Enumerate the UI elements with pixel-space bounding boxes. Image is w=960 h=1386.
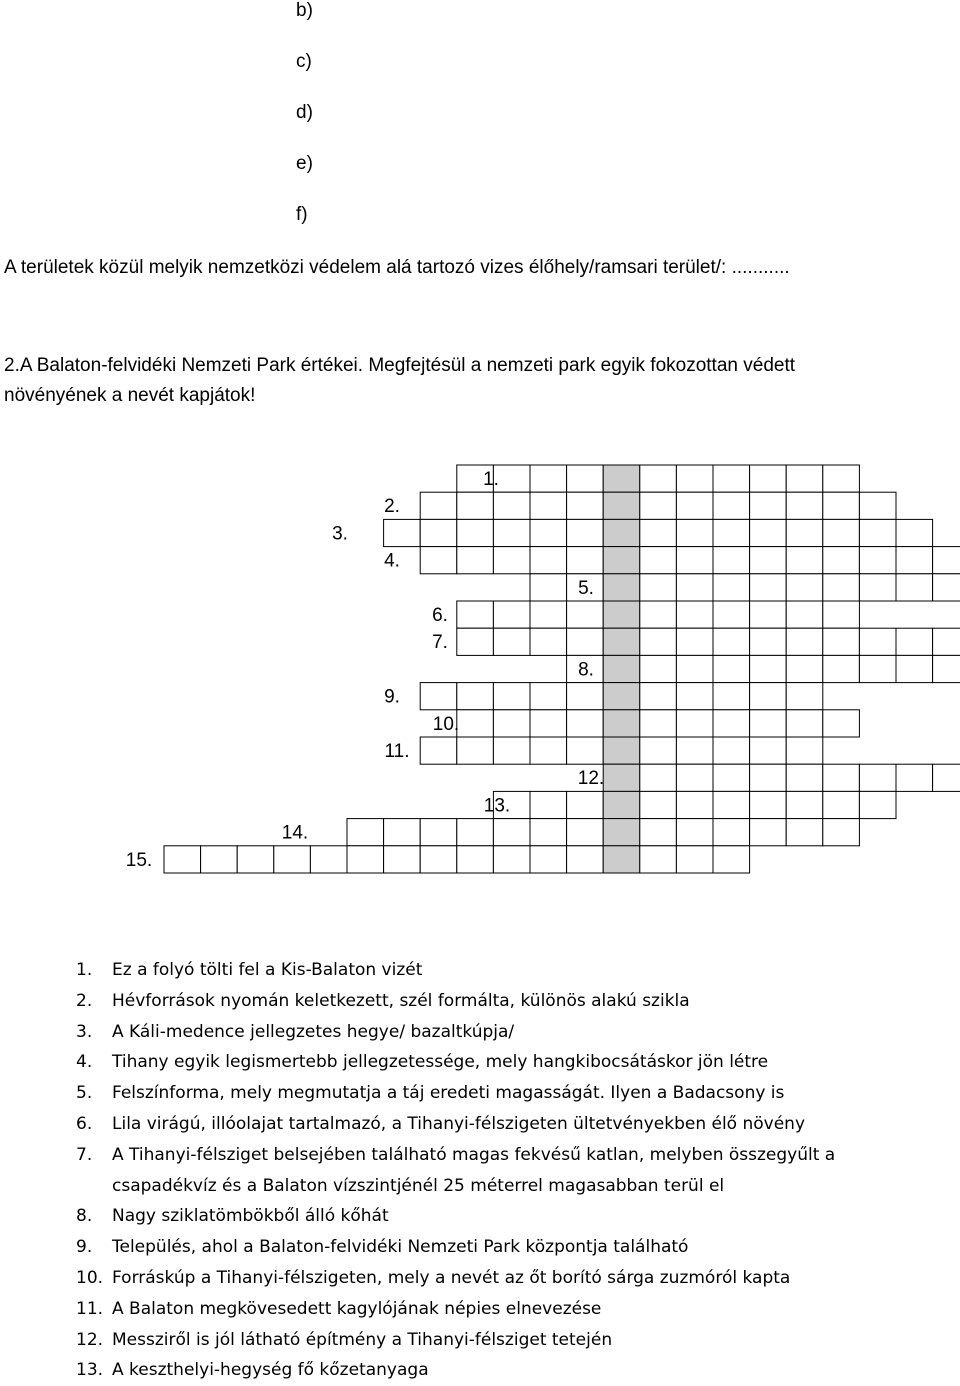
crossword-cell[interactable] [786, 737, 823, 764]
solution-cell[interactable] [603, 492, 640, 519]
crossword-cell[interactable] [530, 547, 567, 574]
crossword-cell[interactable] [859, 574, 896, 601]
crossword-cell[interactable] [713, 710, 750, 737]
crossword-cell[interactable] [750, 547, 787, 574]
crossword-cell[interactable] [713, 683, 750, 710]
crossword-cell[interactable] [750, 492, 787, 519]
crossword-cell[interactable] [493, 492, 530, 519]
crossword-cell[interactable] [786, 683, 823, 710]
crossword-cell[interactable] [823, 492, 860, 519]
crossword-cell[interactable] [713, 519, 750, 546]
row-number-label: 13. [483, 795, 511, 817]
crossword-cell[interactable] [457, 519, 494, 546]
crossword-cell[interactable] [567, 819, 604, 846]
crossword-cell[interactable] [420, 547, 457, 574]
option-b: b) [296, 0, 313, 21]
crossword-cell[interactable] [933, 574, 960, 601]
clue-list [76, 955, 956, 1386]
row-number-label: 10. [432, 713, 460, 735]
crossword-cell[interactable] [457, 547, 494, 574]
crossword-cell[interactable] [933, 628, 960, 655]
crossword-cell[interactable] [676, 737, 713, 764]
clue-text: A keszthelyi-hegység fő kőzetanyaga [112, 1360, 429, 1381]
crossword-cell[interactable] [713, 628, 750, 655]
clue-item [76, 1201, 956, 1232]
crossword-cell[interactable] [786, 574, 823, 601]
solution-cell[interactable] [603, 519, 640, 546]
clue-number: 6. [76, 1113, 93, 1134]
clue-number: 11. [76, 1298, 104, 1319]
crossword-cell[interactable] [640, 628, 677, 655]
solution-cell[interactable] [603, 655, 640, 682]
crossword-cell[interactable] [530, 574, 567, 601]
clue-text: A Tihanyi-félsziget belsejében található magas fekvésű katlan, melyben összegyűlt a [112, 1144, 836, 1165]
crossword-cell[interactable] [676, 519, 713, 546]
clue-text: Messziről is jól látható építmény a Tihanyi-félsziget tetején [112, 1329, 613, 1350]
crossword-cell[interactable] [676, 819, 713, 846]
crossword-cell[interactable] [859, 547, 896, 574]
crossword-cell[interactable] [567, 846, 604, 873]
clue-text: Felszínforma, mely megmutatja a táj eredeti magasságát. Ilyen a Badacsony is [112, 1083, 785, 1104]
crossword-cell[interactable] [567, 547, 604, 574]
clue-item [76, 1047, 956, 1078]
clue-item [76, 1078, 956, 1109]
clue-text: Forráskúp a Tihanyi-félszigeten, mely a nevét az őt borító sárga zuzmóról kapta [112, 1267, 791, 1288]
crossword-cell[interactable] [823, 547, 860, 574]
solution-cell[interactable] [603, 628, 640, 655]
crossword-cell[interactable] [676, 574, 713, 601]
crossword-cell[interactable] [457, 819, 494, 846]
clue-item [76, 1140, 956, 1171]
crossword-cell[interactable] [676, 628, 713, 655]
crossword-cell[interactable] [567, 465, 604, 492]
crossword-cell[interactable] [640, 465, 677, 492]
crossword-cell[interactable] [750, 628, 787, 655]
row-number-label: 5. [578, 577, 594, 599]
clue-text: A Káli-medence jellegzetes hegye/ bazaltkúpja/ [112, 1021, 515, 1042]
clue-text: csapadékvíz és a Balaton vízszintjénél 25 méterrel magasabban terül el [112, 1175, 725, 1196]
clue-text: Ez a folyó tölti fel a Kis-Balaton vizét [112, 960, 423, 980]
crossword-cell[interactable] [750, 574, 787, 601]
crossword-cell[interactable] [640, 601, 677, 628]
crossword-cell[interactable] [457, 846, 494, 873]
crossword-cell[interactable] [823, 519, 860, 546]
crossword-cell[interactable] [640, 710, 677, 737]
crossword-cell[interactable] [457, 601, 494, 628]
crossword-cell[interactable] [457, 683, 494, 710]
clue-text: Tihany egyik legismertebb jellegzetessége, mely hangkibocsátáskor jön létre [112, 1052, 769, 1073]
crossword-cell[interactable] [786, 547, 823, 574]
clue-item [76, 1294, 956, 1325]
row-number-label: 1. [483, 469, 499, 490]
crossword-cell[interactable] [859, 628, 896, 655]
crossword-cell[interactable] [750, 519, 787, 546]
crossword-cell[interactable] [493, 519, 530, 546]
solution-cell[interactable] [603, 601, 640, 628]
clue-item [76, 986, 956, 1017]
crossword-cell[interactable] [823, 655, 860, 682]
crossword-cell[interactable] [457, 628, 494, 655]
task2-line2: növényének a nevét kapjátok! [4, 385, 256, 406]
crossword-cell[interactable] [420, 846, 457, 873]
crossword-cell[interactable] [201, 846, 238, 873]
crossword-cell[interactable] [786, 465, 823, 492]
crossword-cell[interactable] [859, 492, 896, 519]
crossword-cell[interactable] [859, 655, 896, 682]
option-d: d) [296, 102, 313, 123]
row-number-label: 7. [432, 632, 448, 654]
clue-text: Nagy sziklatömbökből álló kőhát [112, 1206, 389, 1227]
crossword-cell[interactable] [786, 764, 823, 791]
crossword-cell[interactable] [420, 519, 457, 546]
crossword-cell[interactable] [640, 764, 677, 791]
crossword-cell[interactable] [713, 492, 750, 519]
solution-cell[interactable] [603, 547, 640, 574]
crossword-cell[interactable] [530, 628, 567, 655]
crossword-cell[interactable] [713, 547, 750, 574]
crossword-cell[interactable] [640, 737, 677, 764]
clue-number: 10. [76, 1267, 104, 1288]
crossword-cell[interactable] [493, 710, 530, 737]
crossword-cell[interactable] [823, 601, 860, 628]
crossword-cell[interactable] [786, 601, 823, 628]
crossword-cell[interactable] [750, 683, 787, 710]
crossword-cell[interactable] [457, 492, 494, 519]
crossword-cell[interactable] [567, 519, 604, 546]
crossword-cell[interactable] [750, 764, 787, 791]
solution-cell[interactable] [603, 846, 640, 873]
solution-cell[interactable] [603, 764, 640, 791]
clue-text: Település, ahol a Balaton-felvidéki Nemzeti Park központja található [112, 1237, 689, 1258]
row-number-label: 4. [384, 550, 400, 572]
crossword-cell[interactable] [420, 492, 457, 519]
crossword-cell[interactable] [713, 846, 750, 873]
solution-cell[interactable] [603, 791, 640, 818]
crossword-cell[interactable] [530, 465, 567, 492]
crossword-cell[interactable] [823, 628, 860, 655]
row-number-label: 14. [281, 822, 309, 844]
solution-cell[interactable] [603, 683, 640, 710]
clue-number: 2. [76, 990, 93, 1011]
crossword-cell[interactable] [713, 764, 750, 791]
crossword-cell[interactable] [493, 819, 530, 846]
option-c: c) [296, 51, 312, 72]
crossword-cell[interactable] [676, 601, 713, 628]
crossword-cell[interactable] [493, 683, 530, 710]
crossword-cell[interactable] [750, 737, 787, 764]
crossword-cell[interactable] [750, 791, 787, 818]
crossword-cell[interactable] [823, 791, 860, 818]
task2-line1: 2.A Balaton-felvidéki Nemzeti Park értékei. Megfejtésül a nemzeti park egyik fokozottan védett [4, 355, 796, 376]
row-number-label: 6. [432, 605, 448, 626]
clue-number: 7. [76, 1144, 93, 1165]
crossword-cell[interactable] [676, 764, 713, 791]
crossword-cell[interactable] [640, 846, 677, 873]
clue-number: 8. [76, 1206, 93, 1227]
crossword-cell[interactable] [896, 628, 933, 655]
crossword-cell[interactable] [713, 819, 750, 846]
crossword-cell[interactable] [896, 574, 933, 601]
row-number-label: 2. [384, 496, 400, 518]
crossword-cell[interactable] [786, 819, 823, 846]
crossword-cell[interactable] [676, 547, 713, 574]
crossword-cell[interactable] [457, 710, 494, 737]
crossword-cell[interactable] [713, 655, 750, 682]
crossword-cell[interactable] [676, 846, 713, 873]
crossword-cell[interactable] [713, 737, 750, 764]
crossword-cell[interactable] [896, 764, 933, 791]
crossword-cell[interactable] [750, 601, 787, 628]
crossword-cell[interactable] [676, 683, 713, 710]
option-e: e) [296, 153, 313, 174]
crossword-cell[interactable] [933, 764, 960, 791]
crossword-cell[interactable] [713, 574, 750, 601]
crossword-cell[interactable] [713, 465, 750, 492]
solution-cell[interactable] [603, 819, 640, 846]
crossword-cell[interactable] [713, 791, 750, 818]
crossword-cell[interactable] [310, 846, 347, 873]
row-number-label: 9. [384, 686, 400, 708]
clue-number: 5. [76, 1083, 93, 1104]
crossword-cell[interactable] [823, 819, 860, 846]
crossword-cell[interactable] [750, 819, 787, 846]
crossword-cell[interactable] [347, 846, 384, 873]
solution-cell[interactable] [603, 737, 640, 764]
row-number-label: 15. [125, 849, 153, 871]
crossword-cell[interactable] [750, 465, 787, 492]
crossword-cell[interactable] [530, 710, 567, 737]
crossword-cell[interactable] [274, 846, 311, 873]
crossword-cell[interactable] [896, 547, 933, 574]
option-f: f) [296, 204, 308, 225]
crossword-cell[interactable] [640, 819, 677, 846]
crossword-cell[interactable] [640, 655, 677, 682]
crossword-cell[interactable] [530, 846, 567, 873]
clue-number: 13. [76, 1360, 104, 1381]
crossword-cell[interactable] [786, 655, 823, 682]
crossword-cell[interactable] [676, 791, 713, 818]
crossword-cell[interactable] [676, 655, 713, 682]
crossword-cell[interactable] [420, 683, 457, 710]
row-number-label: 12. [577, 768, 605, 790]
crossword-cell[interactable] [786, 710, 823, 737]
solution-cell[interactable] [603, 465, 640, 492]
crossword-cell[interactable] [530, 819, 567, 846]
crossword-cell[interactable] [786, 492, 823, 519]
crossword-cell[interactable] [676, 710, 713, 737]
crossword-cell[interactable] [823, 574, 860, 601]
clue-number: 3. [76, 1021, 93, 1042]
row-number-label: 3. [332, 523, 348, 545]
crossword-cell[interactable] [384, 519, 421, 546]
crossword-cell[interactable] [384, 846, 421, 873]
clue-item [76, 1171, 956, 1202]
crossword-cell[interactable] [750, 710, 787, 737]
crossword-cell[interactable] [493, 846, 530, 873]
crossword-cell[interactable] [567, 492, 604, 519]
crossword-cell[interactable] [530, 519, 567, 546]
question-ramsar: A területek közül melyik nemzetközi védelem alá tartozó vizes élőhely/ramsari terület/: ........... [4, 257, 790, 278]
crossword-cell[interactable] [859, 519, 896, 546]
crossword-cell[interactable] [676, 492, 713, 519]
crossword-cell[interactable] [567, 628, 604, 655]
crossword-cell[interactable] [823, 710, 860, 737]
crossword-cell[interactable] [493, 547, 530, 574]
crossword-cell[interactable] [567, 710, 604, 737]
clue-item [76, 1355, 956, 1386]
crossword-cell[interactable] [786, 628, 823, 655]
clue-item [76, 1325, 956, 1356]
clue-number: 1. [76, 960, 93, 980]
clue-item [76, 955, 956, 986]
crossword-cell[interactable] [237, 846, 274, 873]
crossword-cell[interactable] [567, 683, 604, 710]
crossword-cell[interactable] [530, 737, 567, 764]
crossword-cell[interactable] [493, 628, 530, 655]
solution-cell[interactable] [603, 574, 640, 601]
crossword-cell[interactable] [859, 764, 896, 791]
row-number-label: 11. [384, 741, 410, 762]
crossword-cell[interactable] [420, 819, 457, 846]
crossword-cell[interactable] [530, 492, 567, 519]
crossword-cell[interactable] [567, 737, 604, 764]
clue-number [76, 1171, 112, 1202]
crossword-cell[interactable] [530, 601, 567, 628]
crossword-cell[interactable] [676, 465, 713, 492]
crossword-cell[interactable] [567, 791, 604, 818]
crossword-cell[interactable] [457, 737, 494, 764]
crossword-cell[interactable] [786, 519, 823, 546]
clue-text: A Balaton megkövesedett kagylójának népies elnevezése [112, 1298, 602, 1319]
clue-item [76, 1017, 956, 1048]
crossword-cell[interactable] [640, 547, 677, 574]
clue-item [76, 1109, 956, 1140]
clue-text: Lila virágú, illóolajat tartalmazó, a Tihanyi-félszigeten ültetvényekben élő növény [112, 1113, 806, 1134]
crossword-cell[interactable] [164, 846, 201, 873]
clue-number: 4. [76, 1052, 93, 1073]
crossword-cell[interactable] [640, 492, 677, 519]
clue-number: 12. [76, 1329, 104, 1350]
clue-item [76, 1263, 956, 1294]
crossword-cell[interactable] [640, 519, 677, 546]
crossword-cell[interactable] [640, 791, 677, 818]
crossword-cell[interactable] [493, 737, 530, 764]
clue-text: Hévforrások nyomán keletkezett, szél formálta, különös alakú szikla [112, 990, 690, 1011]
clue-item [76, 1232, 956, 1263]
crossword-cell[interactable] [384, 819, 421, 846]
crossword-cell[interactable] [640, 574, 677, 601]
crossword-cell[interactable] [933, 547, 960, 574]
crossword-cell[interactable] [859, 791, 896, 818]
crossword-cell[interactable] [640, 683, 677, 710]
crossword-cell[interactable] [530, 791, 567, 818]
crossword-cell[interactable] [750, 655, 787, 682]
crossword-cell[interactable] [420, 737, 457, 764]
crossword-cell[interactable] [347, 819, 384, 846]
crossword-cell[interactable] [530, 683, 567, 710]
crossword-cell[interactable] [786, 791, 823, 818]
crossword-cell[interactable] [823, 465, 860, 492]
solution-cell[interactable] [603, 710, 640, 737]
crossword-cell[interactable] [493, 601, 530, 628]
crossword-cell[interactable] [896, 655, 933, 682]
crossword-cell[interactable] [567, 601, 604, 628]
crossword-cell[interactable] [933, 655, 960, 682]
crossword-cell[interactable] [823, 764, 860, 791]
crossword-cell[interactable] [713, 601, 750, 628]
crossword-cell[interactable] [896, 519, 933, 546]
clue-number: 9. [76, 1237, 93, 1258]
row-number-label: 8. [578, 659, 594, 681]
